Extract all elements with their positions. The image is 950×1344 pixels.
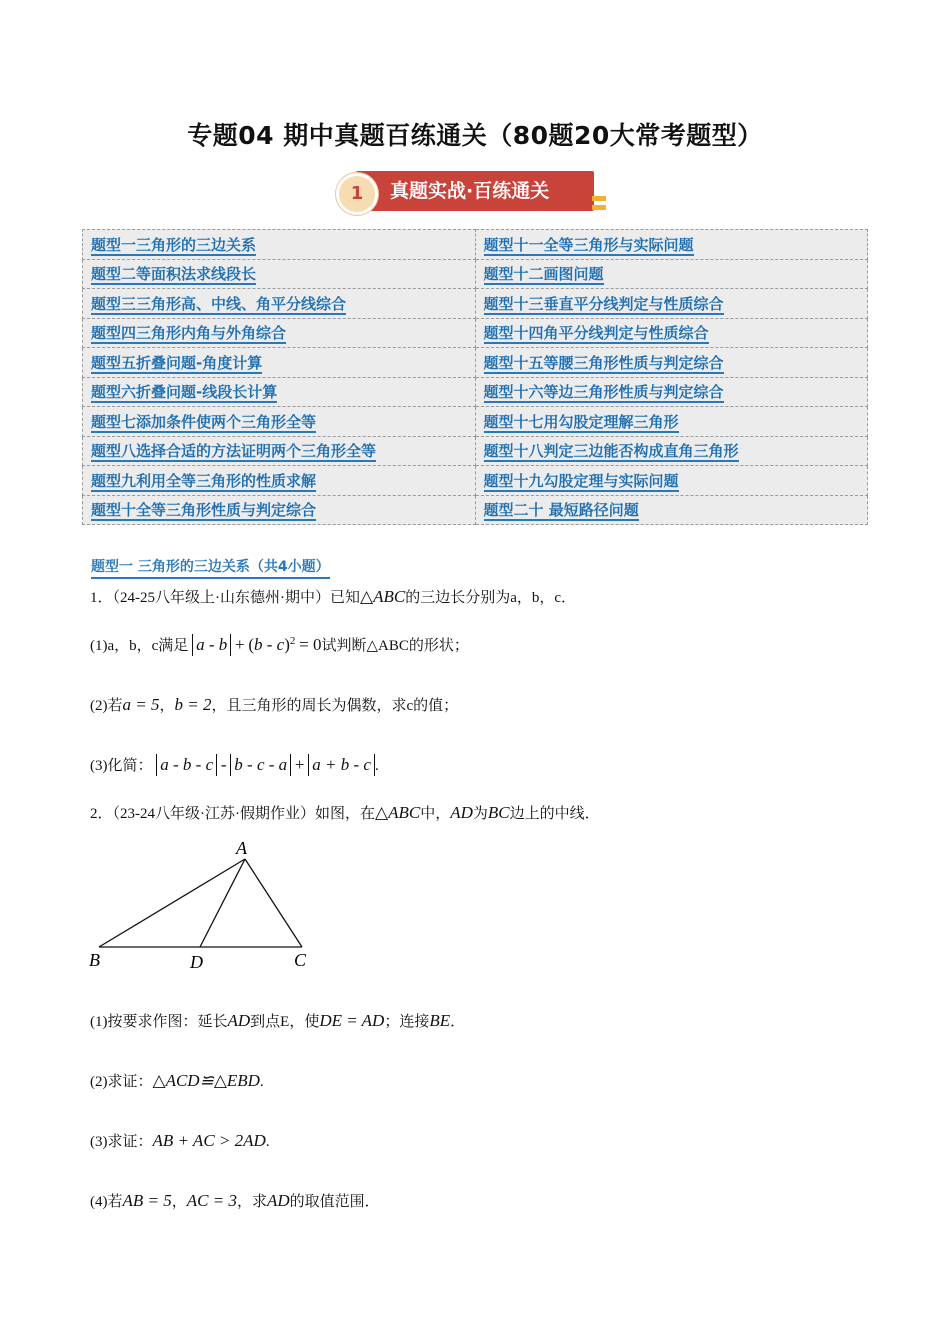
q2-p1-prefix: (1)按要求作图：延长 xyxy=(90,1014,228,1030)
q2-p3-end: . xyxy=(265,1134,270,1150)
q2-stem-wei: 为 xyxy=(472,806,488,822)
q2-p2-expr: △ACD≌△EBD xyxy=(152,1071,260,1090)
q1-p3-abs2: b - c - a xyxy=(230,754,291,776)
q1-p2-suffix: ，且三角形的周长为偶数，求c的值； xyxy=(211,698,459,714)
topic-table xyxy=(82,229,868,525)
topic-row xyxy=(83,289,868,319)
q2-p1-mid2: ；连接 xyxy=(384,1014,430,1030)
topic-link[interactable]: 题型十九勾股定理与实际问题 xyxy=(483,471,679,490)
topic-row xyxy=(83,407,868,437)
topic-row xyxy=(83,377,868,407)
q1-p1-paren: b - c xyxy=(254,635,285,654)
q2-p3-prefix: (3)求证： xyxy=(90,1134,153,1150)
q1-p2-prefix: (2)若 xyxy=(90,698,123,714)
q1-p3-abs3: a + b - c xyxy=(308,754,375,776)
topic-cell-left xyxy=(83,466,476,496)
topic-link[interactable]: 题型六折叠问题-线段长计算 xyxy=(91,383,278,402)
page-title: 专题04 期中真题百练通关（80题20大常考题型） xyxy=(187,121,763,150)
q2-stem-mid: 中， xyxy=(420,806,451,822)
q2-ad: AD xyxy=(450,803,473,822)
topic-cell-right xyxy=(475,289,868,319)
q2-p4-sep: ， xyxy=(171,1194,187,1210)
topic-cell-right xyxy=(475,407,868,437)
q2-p1-mid: 到点E，使 xyxy=(250,1014,320,1030)
q2-part3 xyxy=(90,1130,270,1151)
topic-link[interactable]: 题型十八判定三边能否构成直角三角形 xyxy=(483,442,739,461)
q1-stem-suffix: 的三边长分别为a，b，c． xyxy=(405,590,577,606)
q2-p1-be: BE xyxy=(429,1011,451,1030)
q2-p4-suffix: 的取值范围． xyxy=(289,1194,380,1210)
q2-p1-ad: AD xyxy=(227,1011,251,1030)
q2-part4 xyxy=(90,1190,380,1211)
q2-p4-ab: AB = 5 xyxy=(122,1191,172,1210)
topic-row xyxy=(83,466,868,496)
topic-link[interactable]: 题型十全等三角形性质与判定综合 xyxy=(91,501,317,520)
label-b: B xyxy=(89,950,100,970)
q2-p4-prefix: (4)若 xyxy=(90,1194,123,1210)
topic-cell-left xyxy=(83,377,476,407)
q1-part2 xyxy=(90,694,458,715)
topic-cell-right xyxy=(475,348,868,378)
topic-cell-left xyxy=(83,318,476,348)
q1-part1: (1)a，b，c满足 a - b + (b - c)$^2$ = 0试判断△ABC的形状； xyxy=(90,635,469,654)
topic-link[interactable]: 题型八选择合适的方法证明两个三角形全等 xyxy=(91,442,377,461)
q1-p1-plus: + xyxy=(234,635,245,654)
topic-cell-right xyxy=(475,495,868,525)
q2-p2-prefix: (2)求证： xyxy=(90,1074,153,1090)
q1-p2-a: a = 5 xyxy=(122,695,160,714)
topic-link[interactable]: 题型三三角形高、中线、角平分线综合 xyxy=(91,294,347,313)
label-a: A xyxy=(236,838,247,858)
topic-link[interactable]: 题型二等面积法求线段长 xyxy=(91,265,257,284)
topic-link[interactable]: 题型九利用全等三角形的性质求解 xyxy=(91,471,317,490)
topic-link[interactable]: 题型十三垂直平分线判定与性质综合 xyxy=(483,294,724,313)
segment-ac xyxy=(245,859,302,947)
topic-link[interactable]: 题型十五等腰三角形性质与判定综合 xyxy=(483,353,724,372)
topic-link[interactable]: 题型二十 最短路径问题 xyxy=(483,501,639,520)
q1-p1-abs: a - b xyxy=(192,634,231,656)
topic-cell-left xyxy=(83,495,476,525)
topic-row xyxy=(83,436,868,466)
q1-stem xyxy=(90,586,576,607)
q1-p2-sep: ， xyxy=(159,698,175,714)
topic-cell-left xyxy=(83,230,476,260)
topic-row xyxy=(83,495,868,525)
topic-row xyxy=(83,318,868,348)
q1-p1-equals: = 0 xyxy=(299,635,322,654)
q1-part3 xyxy=(90,754,379,776)
q1-p3-prefix: (3)化简： xyxy=(90,758,153,774)
topic-link[interactable]: 题型十六等边三角形性质与判定综合 xyxy=(483,383,724,402)
topic-link[interactable]: 题型四三角形内角与外角综合 xyxy=(91,324,287,343)
q2-p4-ac: AC = 3 xyxy=(186,1191,237,1210)
topic-link[interactable]: 题型一三角形的三边关系 xyxy=(91,235,257,254)
topic-cell-right xyxy=(475,466,868,496)
topic-row xyxy=(83,230,868,260)
topic-link[interactable]: 题型五折叠问题-角度计算 xyxy=(91,353,263,372)
topic-link[interactable]: 题型十二画图问题 xyxy=(483,265,604,284)
q2-stem-suffix: 边上的中线． xyxy=(509,806,600,822)
q1-p1-square: 2 xyxy=(289,635,296,647)
topic-cell-left xyxy=(83,348,476,378)
q1-p3-plus: + xyxy=(294,755,305,774)
triangle-diagram xyxy=(86,836,326,976)
q2-part2 xyxy=(90,1070,264,1091)
topic-row xyxy=(83,348,868,378)
banner-tab-icon xyxy=(592,196,606,201)
topic-cell-right xyxy=(475,377,868,407)
section-heading-link[interactable]: 题型一 三角形的三边关系（共4小题） xyxy=(91,556,330,579)
q1-p3-minus: - xyxy=(220,755,227,774)
q2-p2-end: . xyxy=(259,1074,264,1090)
q2-stem xyxy=(90,802,600,823)
q2-p4-ad: AD xyxy=(266,1191,290,1210)
q1-triangle: △ABC xyxy=(360,587,406,606)
banner-number-badge: 1 xyxy=(336,173,378,215)
topic-cell-left xyxy=(83,259,476,289)
q2-p4-mid: ，求 xyxy=(236,1194,267,1210)
topic-cell-left xyxy=(83,289,476,319)
q2-part1 xyxy=(90,1010,465,1031)
label-c: C xyxy=(294,950,307,970)
topic-cell-left xyxy=(83,436,476,466)
topic-cell-right xyxy=(475,436,868,466)
topic-link[interactable]: 题型十一全等三角形与实际问题 xyxy=(483,235,694,254)
topic-link[interactable]: 题型七添加条件使两个三角形全等 xyxy=(91,412,317,431)
q1-p1-prefix: (1)a，b，c满足 xyxy=(90,638,189,654)
q2-triangle: △ABC xyxy=(375,803,421,822)
q1-p1-suffix: 试判断△ABC的形状； xyxy=(321,638,469,654)
topic-cell-left xyxy=(83,407,476,437)
topic-link[interactable]: 题型十四角平分线判定与性质综合 xyxy=(483,324,709,343)
label-d: D xyxy=(190,952,203,972)
q1-p3-end: . xyxy=(374,758,379,774)
topic-link[interactable]: 题型十七用勾股定理解三角形 xyxy=(483,412,679,431)
banner-tab-icon xyxy=(592,205,606,210)
q2-p1-end: ． xyxy=(450,1014,466,1030)
q1-p3-abs1: a - b - c xyxy=(156,754,217,776)
banner-title: 真题实战·百练通关 xyxy=(390,180,550,202)
topic-cell-right xyxy=(475,318,868,348)
q1-stem-prefix: 1．（24-25八年级上·山东德州·期中）已知 xyxy=(90,590,360,606)
q2-stem-prefix: 2．（23-24八年级·江苏·假期作业）如图，在 xyxy=(90,806,375,822)
section-banner xyxy=(334,168,616,218)
q2-p3-expr: AB + AC > 2AD xyxy=(152,1131,266,1150)
topic-cell-right xyxy=(475,259,868,289)
q2-p1-eq: DE = AD xyxy=(319,1011,385,1030)
q1-p2-b: b = 2 xyxy=(174,695,212,714)
topic-row xyxy=(83,259,868,289)
q2-bc: BC xyxy=(487,803,510,822)
topic-cell-right xyxy=(475,230,868,260)
